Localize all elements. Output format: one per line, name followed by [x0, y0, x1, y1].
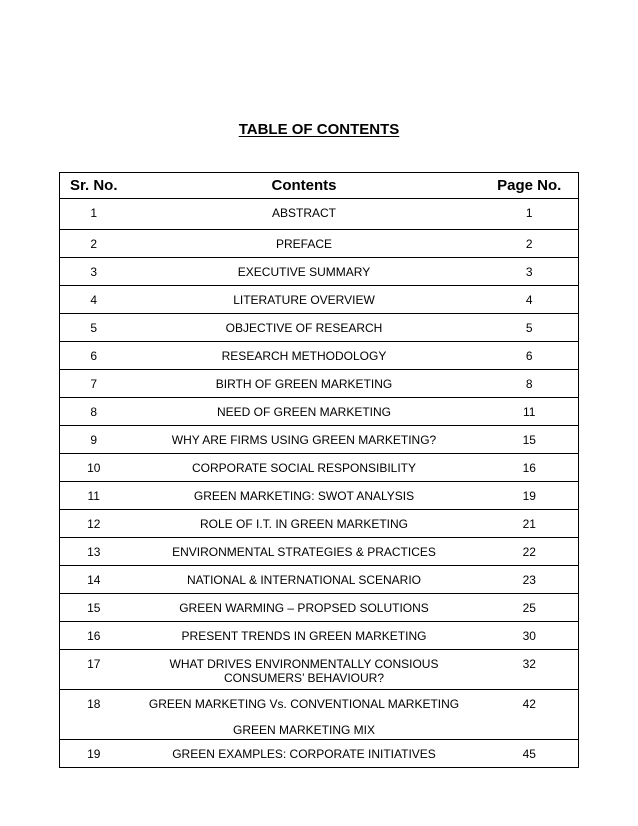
contents-text: GREEN MARKETING Vs. CONVENTIONAL MARKETING [148, 697, 460, 711]
table-row [60, 199, 579, 230]
contents-cell: CORPORATE SOCIAL RESPONSIBILITY [128, 454, 481, 482]
contents-cell: WHY ARE FIRMS USING GREEN MARKETING? [128, 426, 481, 454]
contents-cell: ABSTRACT [128, 199, 481, 230]
table-row [60, 342, 579, 370]
page-no-cell: 11 [481, 398, 579, 426]
page-no-cell: 23 [481, 566, 579, 594]
contents-cell [128, 690, 481, 740]
sr-no-cell: 7 [60, 370, 128, 398]
contents-cell: GREEN EXAMPLES: CORPORATE INITIATIVES [128, 740, 481, 768]
contents-cell: WHAT DRIVES ENVIRONMENTALLY CONSIOUS CONSUMERS’ BEHAVIOUR? [128, 650, 481, 690]
contents-cell: OBJECTIVE OF RESEARCH [128, 314, 481, 342]
column-header-sr-no: Sr. No. [60, 173, 128, 199]
page-no-cell: 32 [481, 650, 579, 690]
contents-cell: NATIONAL & INTERNATIONAL SCENARIO [128, 566, 481, 594]
page-no-cell: 8 [481, 370, 579, 398]
page-no-cell: 45 [481, 740, 579, 768]
contents-cell: PRESENT TRENDS IN GREEN MARKETING [128, 622, 481, 650]
page-no-cell: 2 [481, 230, 579, 258]
page-no-cell: 21 [481, 510, 579, 538]
sr-no-cell: 6 [60, 342, 128, 370]
table-row [60, 538, 579, 566]
contents-cell: ROLE OF I.T. IN GREEN MARKETING [128, 510, 481, 538]
table-row [60, 622, 579, 650]
contents-cell: RESEARCH METHODOLOGY [128, 342, 481, 370]
contents-cell: GREEN MARKETING: SWOT ANALYSIS [128, 482, 481, 510]
table-row [60, 454, 579, 482]
sr-no-cell: 17 [60, 650, 128, 690]
table-row [60, 314, 579, 342]
sr-no-cell: 14 [60, 566, 128, 594]
contents-cell: NEED OF GREEN MARKETING [128, 398, 481, 426]
page-no-cell: 16 [481, 454, 579, 482]
page-no-cell: 1 [481, 199, 579, 230]
sr-no-cell: 8 [60, 398, 128, 426]
sr-no-cell: 4 [60, 286, 128, 314]
page-no-cell: 30 [481, 622, 579, 650]
contents-cell: EXECUTIVE SUMMARY [128, 258, 481, 286]
table-row [60, 740, 579, 768]
table-row [60, 566, 579, 594]
sr-no-cell: 12 [60, 510, 128, 538]
sr-no-cell: 18 [60, 690, 128, 740]
contents-cell: LITERATURE OVERVIEW [128, 286, 481, 314]
table-row [60, 594, 579, 622]
page-no-cell: 22 [481, 538, 579, 566]
page-no-cell: 6 [481, 342, 579, 370]
column-header-page-no: Page No. [481, 173, 579, 199]
table-row [60, 258, 579, 286]
sr-no-cell: 9 [60, 426, 128, 454]
page-no-cell: 15 [481, 426, 579, 454]
sr-no-cell: 13 [60, 538, 128, 566]
page-no-cell: 3 [481, 258, 579, 286]
page-title: TABLE OF CONTENTS [238, 121, 400, 138]
contents-table [59, 172, 579, 768]
column-header-contents: Contents [128, 173, 481, 199]
table-row [60, 398, 579, 426]
contents-cell: ENVIRONMENTAL STRATEGIES & PRACTICES [128, 538, 481, 566]
sr-no-cell: 2 [60, 230, 128, 258]
table-header-row [60, 173, 579, 199]
contents-cell: GREEN WARMING – PROPSED SOLUTIONS [128, 594, 481, 622]
table-row [60, 286, 579, 314]
table-row [60, 230, 579, 258]
table-row [60, 426, 579, 454]
sr-no-cell: 15 [60, 594, 128, 622]
sr-no-cell: 1 [60, 199, 128, 230]
page-no-cell: 19 [481, 482, 579, 510]
sr-no-cell: 3 [60, 258, 128, 286]
table-row [60, 482, 579, 510]
page-no-cell: 5 [481, 314, 579, 342]
table-row [60, 510, 579, 538]
sr-no-cell: 10 [60, 454, 128, 482]
table-row [60, 690, 579, 740]
sr-no-cell: 16 [60, 622, 128, 650]
table-row [60, 650, 579, 690]
page-no-cell: 42 [481, 690, 579, 740]
contents-cell: PREFACE [128, 230, 481, 258]
contents-subtext: GREEN MARKETING MIX [232, 723, 375, 737]
page-no-cell: 4 [481, 286, 579, 314]
sr-no-cell: 19 [60, 740, 128, 768]
table-row [60, 370, 579, 398]
sr-no-cell: 11 [60, 482, 128, 510]
page-no-cell: 25 [481, 594, 579, 622]
contents-cell: BIRTH OF GREEN MARKETING [128, 370, 481, 398]
sr-no-cell: 5 [60, 314, 128, 342]
